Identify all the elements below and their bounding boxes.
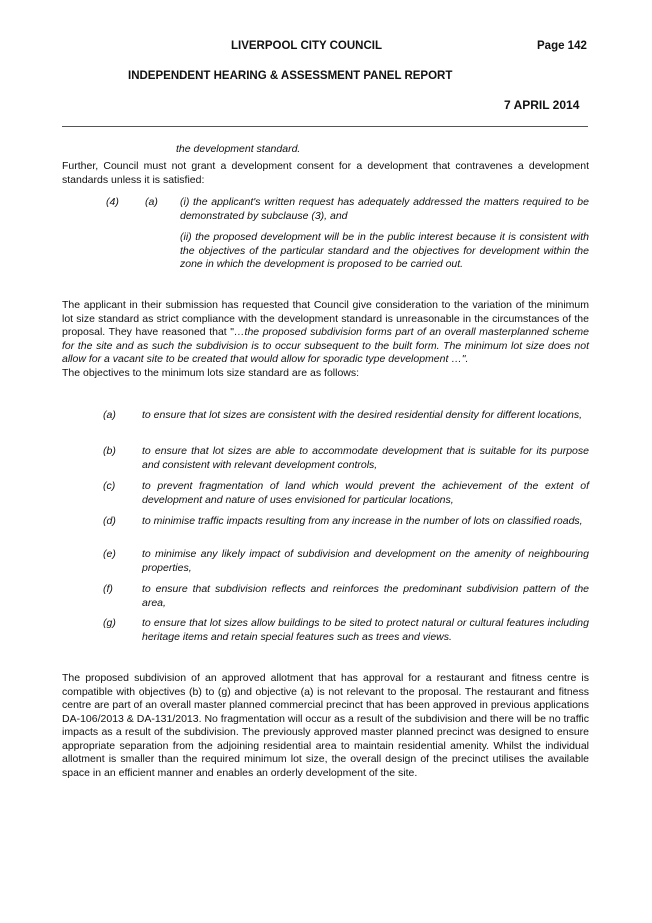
objectives-intro: The objectives to the minimum lots size standard are as follows: <box>62 367 360 379</box>
applicant-paragraph <box>62 299 589 367</box>
clause-item-i: (i) the applicant's written request has adequately addressed the matters required to be demonstrated by subclause (3), and <box>180 196 589 222</box>
objective-text: to prevent fragmentation of land which would prevent the achievement of the extent of development and nature of uses envisioned for particular locations, <box>142 480 589 506</box>
header-divider <box>62 126 588 127</box>
clause-sub-label: (a) <box>145 196 158 208</box>
council-name: LIVERPOOL CITY COUNCIL <box>231 40 383 52</box>
objective-text: to ensure that lot sizes are consistent with the desired residential density for different locations, <box>142 409 583 421</box>
further-paragraph: Further, Council must not grant a development consent for a development that contravenes a development standards unless it is satisfied: <box>62 160 589 186</box>
objective-text: to minimise traffic impacts resulting from any increase in the number of lots on classified roads, <box>142 515 583 527</box>
clause-number: (4) <box>106 196 119 208</box>
clause-item-ii: (ii) the proposed development will be in the public interest because it is consistent with the objectives of the particular standard and the objectives for development within the zone in which the development is proposed to be carried out. <box>180 231 589 270</box>
report-date: 7 APRIL 2014 <box>504 98 580 112</box>
objective-text: to ensure that lot sizes allow buildings to be sited to protect natural or cultural features including heritage items and retain special features such as trees and views. <box>142 617 589 643</box>
objective-label: (e) <box>103 548 116 560</box>
objective-label: (b) <box>103 445 116 457</box>
objective-label: (g) <box>103 617 116 629</box>
objective-text: to ensure that lot sizes are able to accommodate development that is suitable for its purpose and consistent with relevant development controls, <box>142 445 589 471</box>
applicant-quote: …the proposed subdivision forms part of an overall masterplanned scheme for the site and as such the subdivision is to occur subsequent to the built form. The minimum lot size does not allow for a vacant site to be created that would allow for sporadic type development …". <box>62 326 589 365</box>
objective-label: (f) <box>103 583 113 595</box>
objective-text: to minimise any likely impact of subdivision and development on the amenity of neighbouring properties, <box>142 548 589 574</box>
objective-label: (c) <box>103 480 116 492</box>
page-number: Page 142 <box>537 40 587 52</box>
objective-label: (a) <box>103 409 116 421</box>
objective-label: (d) <box>103 515 116 527</box>
fragment-line: the development standard. <box>176 143 301 155</box>
objective-text: to ensure that subdivision reflects and reinforces the predominant subdivision pattern of the area, <box>142 583 589 609</box>
applicant-text: The applicant in their submission has requested that Council give consideration to the variation of the minimum lot size standard as strict compliance with the development standard is unreasonable in the circumstances of the proposal. They have reasoned that " <box>62 299 589 338</box>
conclusion-paragraph: The proposed subdivision of an approved allotment that has approval for a restaurant and fitness centre is compatible with objectives (b) to (g) and objective (a) is not relevant to the proposal. The restaurant and fitness centre are part of an overall master planned commercial precinct that has been approved in previous applications DA-106/2013 & DA-131/2013. No fragmentation will occur as a result of the subdivision and there will be no traffic impacts as a result of the subdivision. The previously approved master planned precinct was designed to ensure appropriate separation from the adjoining residential area to maintain residential amenity. Whilst the individual allotment is smaller than the required minimum lot size, the overall design of the precinct utilises the available space in an efficient manner and enables an orderly development of the site. <box>62 672 589 779</box>
report-title: INDEPENDENT HEARING & ASSESSMENT PANEL REPORT <box>128 70 453 82</box>
